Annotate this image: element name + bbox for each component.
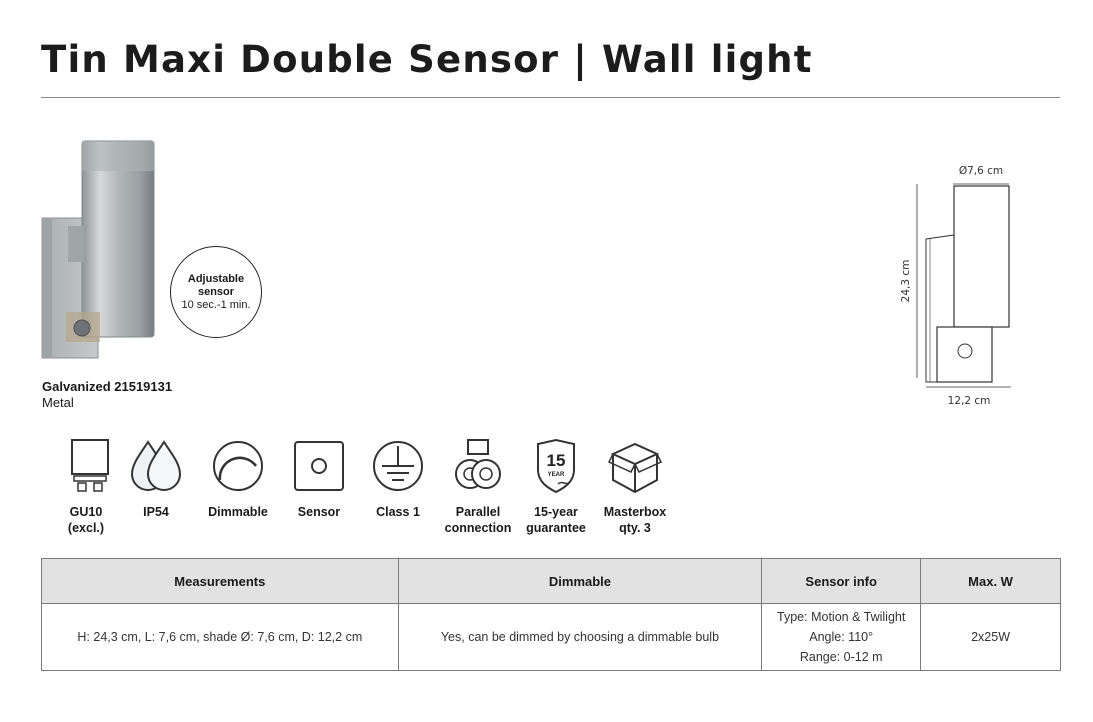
feature-sublabel: guarantee: [526, 521, 586, 535]
sensor-angle: Angle: 110°: [809, 630, 874, 644]
feature-label: Parallel: [455, 505, 501, 519]
cell-max-w: 2x25W: [921, 604, 1061, 671]
table-header-row: [42, 559, 1061, 604]
feature-label: Class 1: [376, 505, 420, 519]
dimension-diagram: [890, 160, 1020, 410]
height-label: 24,3 cm: [900, 259, 912, 303]
feature-label: IP54: [143, 505, 169, 519]
variant-material: Metal: [42, 395, 74, 410]
header-max-w: Max. W: [921, 559, 1061, 604]
badge-line-1: Adjustable: [187, 272, 245, 285]
sensor-icon: [291, 436, 347, 496]
header-sensor-info: Sensor info: [762, 559, 921, 604]
feature-label: Dimmable: [208, 505, 268, 519]
guarantee-number: 15: [546, 451, 566, 470]
title-divider: [41, 97, 1060, 98]
header-dimmable: Dimmable: [398, 559, 762, 604]
feature-sublabel: (excl.): [67, 521, 105, 535]
feature-sensor: [274, 436, 364, 520]
feature-label: GU10: [69, 505, 103, 519]
adjustable-sensor-badge: [170, 246, 262, 338]
cell-dimmable: Yes, can be dimmed by choosing a dimmable bulb: [398, 604, 762, 671]
variant-name: Galvanized 21519131: [42, 379, 173, 394]
page-title: Tin Maxi Double Sensor | Wall light: [41, 38, 813, 81]
water-drops-icon: [128, 436, 184, 496]
product-image: [38, 138, 163, 363]
feature-masterbox: [590, 436, 680, 536]
dimmable-icon: [210, 436, 266, 496]
depth-label: 12,2 cm: [947, 395, 991, 407]
sensor-range: Range: 0-12 m: [799, 650, 883, 664]
cell-measurements: H: 24,3 cm, L: 7,6 cm, shade Ø: 7,6 cm, D: 12,2 cm: [42, 604, 399, 671]
feature-label: Sensor: [297, 505, 341, 519]
feature-label: Masterbox: [603, 505, 667, 519]
guarantee-shield-icon: [528, 436, 584, 496]
diameter-label: Ø7,6 cm: [958, 165, 1004, 177]
box-icon: [607, 436, 663, 496]
feature-guarantee: [511, 436, 601, 536]
gu10-bulb-icon: [58, 436, 114, 496]
guarantee-year-text: YEAR: [547, 472, 565, 478]
header-measurements: Measurements: [42, 559, 399, 604]
variant-info: [42, 379, 172, 411]
earth-ground-icon: [370, 436, 426, 496]
feature-parallel: [433, 436, 523, 536]
feature-class1: [353, 436, 443, 520]
feature-ip54: [111, 436, 201, 520]
feature-sublabel: connection: [444, 521, 512, 535]
badge-line-2: sensor: [197, 285, 235, 298]
feature-sublabel: qty. 3: [619, 521, 651, 535]
feature-label: 15-year: [534, 505, 578, 519]
badge-line-3: 10 sec.-1 min.: [181, 298, 251, 311]
table-row: [42, 604, 1061, 671]
sensor-type: Type: Motion & Twilight: [777, 610, 906, 624]
parallel-connection-icon: [450, 436, 506, 496]
specs-table: [41, 558, 1061, 671]
cell-sensor-info: [762, 604, 921, 671]
feature-dimmable: [193, 436, 283, 520]
